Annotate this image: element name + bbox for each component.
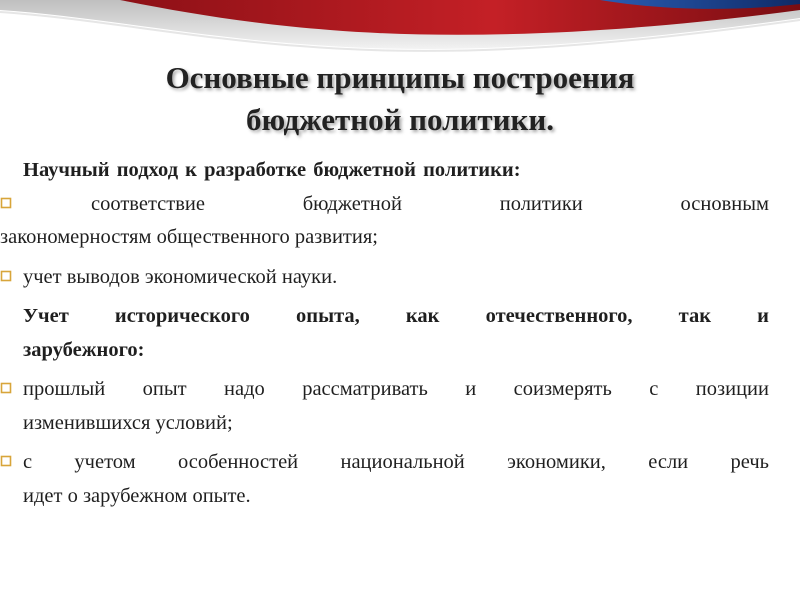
bullet-item-3 (0, 373, 769, 407)
slide-body (0, 154, 769, 513)
header-banner (0, 0, 800, 60)
bullet-text: с учетом особенностей национальной экономики, если речь (23, 451, 769, 473)
checkbox-bullet-icon (0, 382, 12, 394)
title-line-2: бюджетной политики. (246, 102, 554, 137)
checkbox-bullet-icon (0, 197, 12, 209)
bullet-item-1 (0, 188, 769, 222)
bullet-item-3-continuation (0, 407, 769, 441)
bullet-item-4-continuation (0, 480, 769, 514)
bullet-text: учет выводов экономической науки. (23, 265, 338, 288)
bullet-text: идет о зарубежном опыте. (23, 484, 251, 507)
checkbox-bullet-icon (0, 270, 12, 282)
section-heading-scientific: Научный подход к разработке бюджетной политики: (23, 159, 521, 181)
slide-title (60, 57, 740, 141)
section-heading-historical-continuation: зарубежного: (23, 338, 145, 361)
checkbox-bullet-icon (0, 455, 12, 467)
section-heading-historical: Учет исторического опыта, как отечественного, так и (23, 305, 769, 327)
bullet-text: изменившихся условий; (23, 411, 233, 434)
bullet-item-4 (0, 446, 769, 480)
bullet-text: соответствие бюджетной политики основным (91, 192, 769, 215)
title-line-1: Основные принципы построения (165, 60, 635, 95)
bullet-text: прошлый опыт надо рассматривать и соизмерять с позиции (23, 378, 769, 400)
bullet-item-1-continuation (0, 221, 769, 255)
bullet-item-2 (0, 261, 769, 295)
bullet-text: закономерностям общественного развития; (0, 226, 378, 248)
